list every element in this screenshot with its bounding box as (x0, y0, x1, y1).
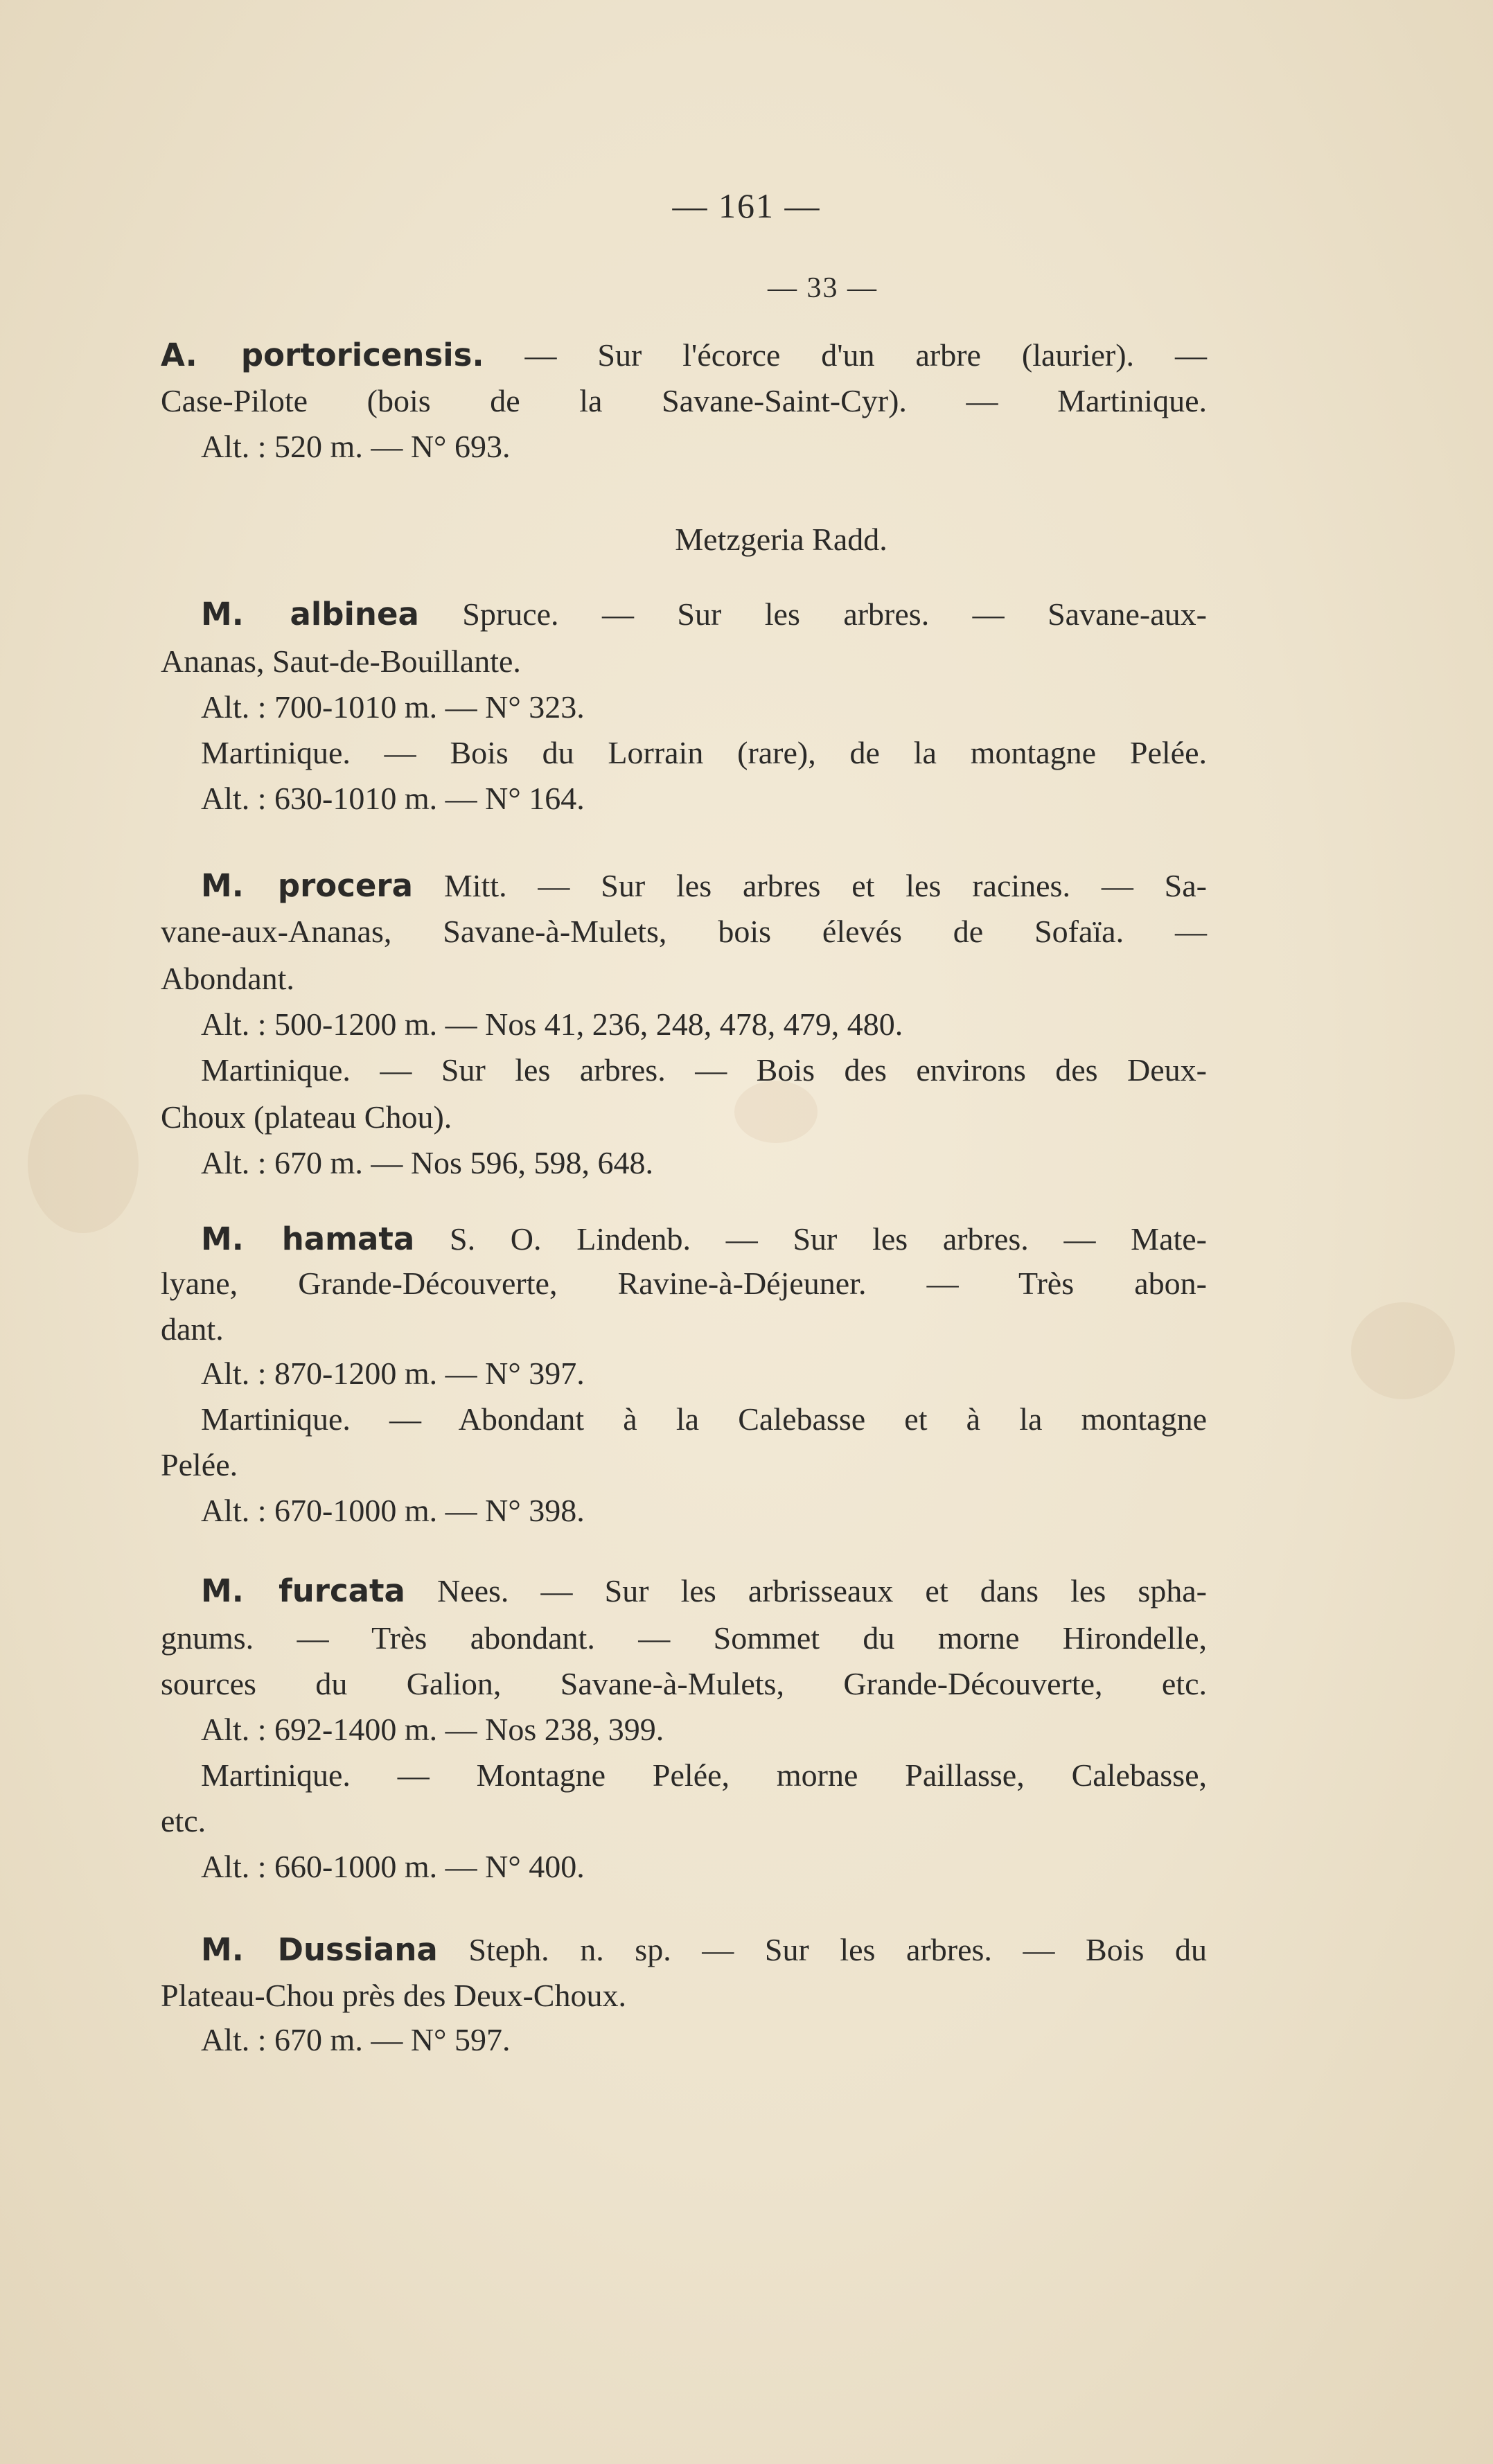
entry-line: Martinique. — Montagne Pelée, morne Paillasse, Calebasse, (201, 1757, 1207, 1793)
species-name: M. procera (201, 867, 413, 904)
entry-line: gnums. — Très abondant. — Sommet du morne Hirondelle, (161, 1620, 1207, 1656)
entry-line: lyane, Grande-Découverte, Ravine-à-Déjeuner. — Très abon- (161, 1266, 1207, 1301)
species-name: M. albinea (201, 596, 419, 632)
entry-line: Alt. : 670-1000 m. — N° 398. (201, 1493, 585, 1528)
species-name: M. furcata (201, 1572, 405, 1609)
entry-line: Abondant. (161, 961, 294, 996)
entry-line: Alt. : 670 m. — N° 597. (201, 2022, 511, 2057)
entry-line: Alt. : 660-1000 m. — N° 400. (201, 1849, 585, 1884)
entry-line: Alt. : 870-1200 m. — N° 397. (201, 1356, 585, 1391)
entry-line (201, 1223, 1207, 1255)
entry-line: Choux (plateau Chou). (161, 1099, 452, 1135)
entry-line: Alt. : 692-1400 m. — Nos 238, 399. (201, 1712, 664, 1747)
entry-line: dant. (161, 1311, 224, 1347)
entry-line: vane-aux-Ananas, Savane-à-Mulets, bois élevés de Sofaïa. — (161, 914, 1207, 949)
entry-line: Case-Pilote (bois de la Savane-Saint-Cyr). — Martinique. (161, 383, 1207, 418)
entry-text: Steph. n. sp. — Sur les arbres. — Bois du (437, 1932, 1207, 1967)
sheet-number: — 33 — (768, 272, 878, 304)
species-name: M. Dussiana (201, 1931, 438, 1968)
entry-line: Martinique. — Sur les arbres. — Bois des environs des Deux- (201, 1052, 1207, 1088)
entry-text: — Sur l'écorce d'un arbre (laurier). — (484, 337, 1207, 373)
entry-line: Pelée. (161, 1447, 238, 1482)
entry-line: Alt. : 520 m. — N° 693. (201, 429, 511, 464)
entry-text: Spruce. — Sur les arbres. — Savane-aux- (418, 596, 1207, 632)
species-name: A. portoricensis. (161, 337, 484, 373)
entry-text: Nees. — Sur les arbrisseaux et dans les spha- (405, 1573, 1207, 1608)
entry-line: Alt. : 500-1200 m. — Nos 41, 236, 248, 478, 479, 480. (201, 1007, 903, 1042)
species-name: M. hamata (201, 1221, 415, 1257)
paper-stain (28, 1094, 139, 1233)
entry-line: Ananas, Saut-de-Bouillante. (161, 644, 521, 679)
entry-line: Plateau-Chou près des Deux-Choux. (161, 1978, 626, 2013)
entry-line: Alt. : 670 m. — Nos 596, 598, 648. (201, 1145, 653, 1180)
entry-line (201, 1931, 1207, 1968)
entry-line: sources du Galion, Savane-à-Mulets, Grande-Découverte, etc. (161, 1666, 1207, 1701)
entry-line: Martinique. — Abondant à la Calebasse et à la montagne (201, 1401, 1207, 1437)
entry-line: etc. (161, 1803, 206, 1838)
entry-line: Martinique. — Bois du Lorrain (rare), de la montagne Pelée. (201, 735, 1207, 770)
entry-line (161, 339, 1207, 371)
entry-text: Mitt. — Sur les arbres et les racines. — Sa- (412, 868, 1207, 903)
entry-line: Alt. : 700-1010 m. — N° 323. (201, 689, 585, 725)
page-number: — 161 — (672, 186, 821, 225)
entry-line (201, 867, 1207, 904)
entry-text: S. O. Lindenb. — Sur les arbres. — Mate- (414, 1221, 1207, 1257)
entry-line (201, 1572, 1207, 1609)
genus-heading: Metzgeria Radd. (675, 522, 887, 557)
paper-stain (1351, 1302, 1455, 1399)
entry-line (201, 596, 1207, 632)
entry-line: Alt. : 630-1010 m. — N° 164. (201, 781, 585, 816)
